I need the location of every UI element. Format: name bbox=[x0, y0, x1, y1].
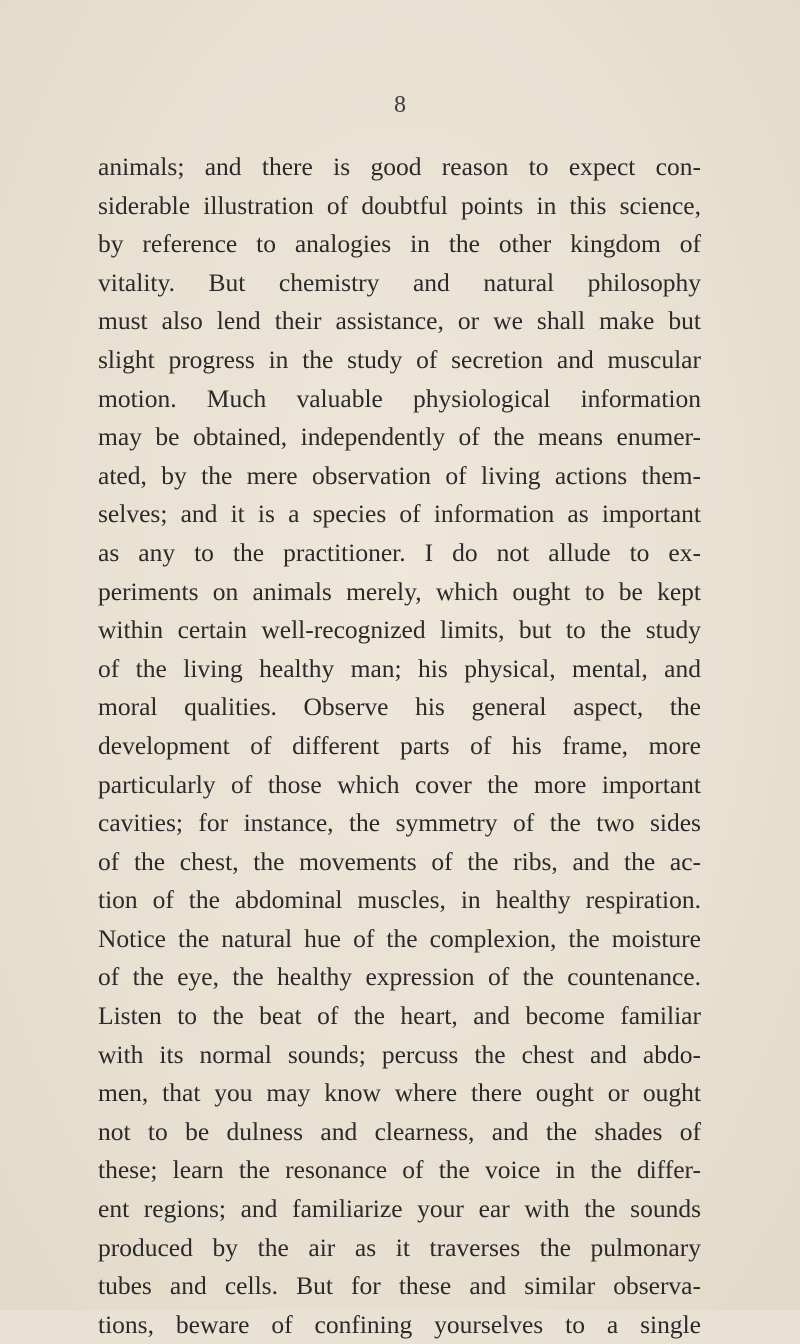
text-line: not to be dulness and clearness, and the shades of bbox=[98, 1116, 701, 1146]
text-line: cavities; for instance, the symmetry of the two sides bbox=[98, 808, 701, 838]
text-line: by reference to analogies in the other kingdom of bbox=[98, 229, 701, 259]
text-line: motion. Much valuable physiological information bbox=[98, 383, 701, 413]
text-line: men, that you may know where there ought or ought bbox=[98, 1078, 701, 1108]
text-line: of the eye, the healthy expression of the countenance. bbox=[98, 962, 701, 992]
text-line: these; learn the resonance of the voice in the differ- bbox=[98, 1155, 701, 1185]
text-line: slight progress in the study of secretion and muscular bbox=[98, 344, 701, 374]
text-line: tions, beware of confining yourselves to a single bbox=[98, 1309, 701, 1339]
text-line: ated, by the mere observation of living actions them- bbox=[98, 460, 701, 490]
text-line: vitality. But chemistry and natural philosophy bbox=[98, 267, 701, 297]
text-line: produced by the air as it traverses the pulmonary bbox=[98, 1232, 701, 1262]
text-line: selves; and it is a species of information as important bbox=[98, 499, 701, 529]
text-line: animals; and there is good reason to expect con- bbox=[98, 152, 701, 181]
text-line: ent regions; and familiarize your ear with the sounds bbox=[98, 1194, 701, 1224]
text-line: of the chest, the movements of the ribs, and the ac- bbox=[98, 846, 701, 876]
text-line: moral qualities. Observe his general aspect, the bbox=[98, 692, 701, 722]
body-text bbox=[98, 148, 701, 1344]
text-line: must also lend their assistance, or we shall make but bbox=[98, 306, 701, 336]
text-line: may be obtained, independently of the means enumer- bbox=[98, 422, 701, 452]
text-line: periments on animals merely, which ought to be kept bbox=[98, 576, 701, 606]
text-line: development of different parts of his frame, more bbox=[98, 730, 701, 760]
text-line: of the living healthy man; his physical, mental, and bbox=[98, 653, 701, 683]
text-line: with its normal sounds; percuss the chest and abdo- bbox=[98, 1039, 701, 1069]
text-line: siderable illustration of doubtful points in this science, bbox=[98, 190, 701, 220]
text-line: tion of the abdominal muscles, in healthy respiration. bbox=[98, 885, 701, 915]
text-line: Notice the natural hue of the complexion, the moisture bbox=[98, 923, 701, 953]
text-line: tubes and cells. But for these and similar observa- bbox=[98, 1271, 701, 1301]
text-line: particularly of those which cover the more important bbox=[98, 769, 701, 799]
text-line: Listen to the beat of the heart, and become familiar bbox=[98, 1001, 701, 1031]
text-line: within certain well-recognized limits, but to the study bbox=[98, 615, 701, 645]
text-line: as any to the practitioner. I do not allude to ex- bbox=[98, 537, 701, 567]
page-number: 8 bbox=[394, 92, 406, 118]
